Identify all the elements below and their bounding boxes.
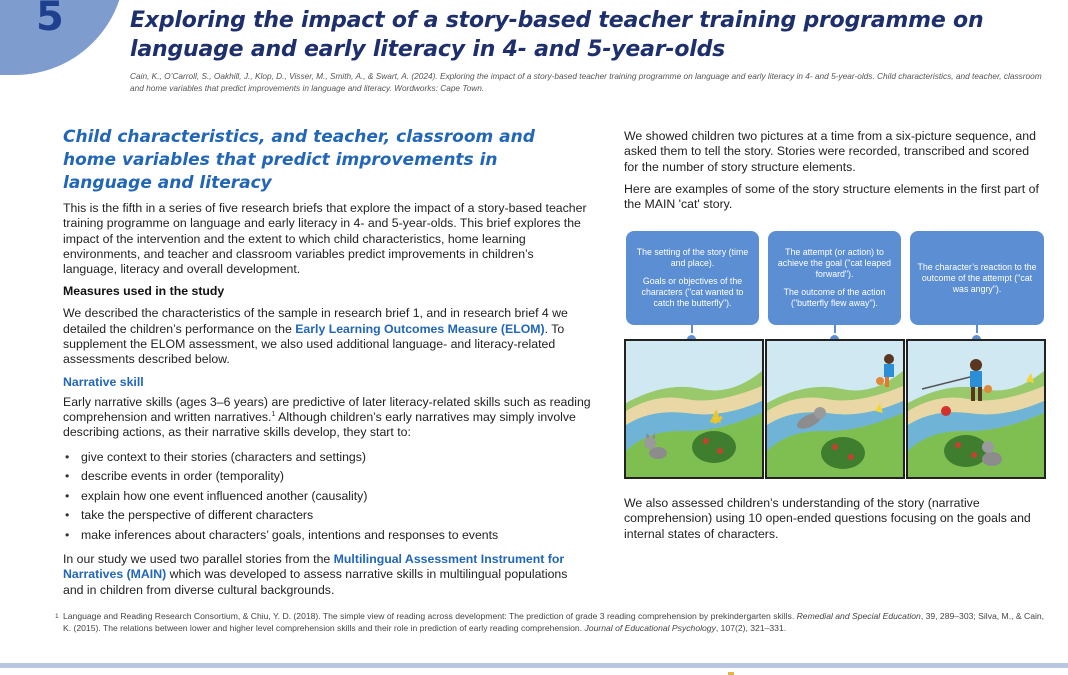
footnote-text-2: , 39, 289–303; Silva, M., & Cain, K. (2015). The relations between lower and higher level comprehension skills and their role in prediction of early reading comprehension. xyxy=(63,611,1045,633)
story-picture-1 xyxy=(624,339,764,479)
journal-title-2: Journal of Educational Psychology xyxy=(584,622,716,633)
main-text: In our study we used two parallel stories from the xyxy=(63,552,334,567)
intro-paragraph xyxy=(63,201,591,277)
measures-text: We described the characteristics of the sample in research brief 1, and in research brief 4 we detailed the children’s performance on the xyxy=(63,306,568,336)
callout-text: The attempt (or action) to achieve the goal ("cat leaped forward"). xyxy=(777,247,892,279)
footnote xyxy=(55,611,1048,634)
callout-text: The setting of the story (time and place). xyxy=(636,247,749,268)
right-column xyxy=(624,129,1044,219)
journal-title: Remedial and Special Education xyxy=(796,611,921,621)
callout-text: The character’s reaction to the outcome of the attempt ("cat was angry"). xyxy=(917,261,1037,294)
section-heading: Child characteristics, and teacher, classroom and home variables that predict improvements in language and literacy xyxy=(63,127,535,193)
footnote-ref[interactable]: 1 xyxy=(271,410,276,418)
page-number: 5 xyxy=(36,0,64,40)
narrative-text-2: Although children’s early narratives may simply involve describing actions, as their narrative skills develop, they start to: xyxy=(63,409,576,440)
list-item: • explain how one event influenced another (causality) xyxy=(63,487,591,507)
list-item: • take the perspective of different characters xyxy=(63,506,591,526)
narrative-skills-list xyxy=(63,448,591,546)
callout-attempt xyxy=(768,231,901,325)
footnote-mark: 1 xyxy=(55,613,59,620)
footnote-text-3: , 107(2), 321–331. xyxy=(715,622,787,633)
narrative-text: Early narrative skills (ages 3–6 years) are predictive of later literacy-related skills such as reading comprehension and written narratives. xyxy=(63,394,591,424)
measures-paragraph xyxy=(63,306,591,367)
comprehension-paragraph: We also assessed children’s understanding of the story (narrative comprehension) using 10 open-ended questions focusing on the goals and internal states of characters. xyxy=(624,496,1031,541)
measures-text-2: . To supplement the ELOM assessment, we also used additional language- and literacy-related assessments described below. xyxy=(63,321,565,367)
main-link[interactable]: Multilingual Assessment Instrument for Narratives (MAIN) xyxy=(63,552,565,582)
story-picture-2 xyxy=(765,339,905,479)
narrative-paragraph xyxy=(63,395,591,441)
narrative-heading: Narrative skill xyxy=(63,374,144,389)
list-item: • make inferences about characters’ goals, intentions and responses to events xyxy=(63,526,591,546)
callout-setting xyxy=(626,231,759,325)
story-panels-figure xyxy=(624,231,1046,479)
callout-text: The outcome of the action ("butterfly flew away"). xyxy=(783,287,886,308)
list-item: • give context to their stories (characters and settings) xyxy=(63,448,591,468)
citation: Cain, K., O’Carroll, S., Oakhill, J., Klop, D., Visser, M., Smith, A., & Swart, A. (2024). Exploring the impact of a story-based teacher training programme on language and early literacy in 4- and 5-year-olds. Child characteristics, and teacher, classroom and home variables that predict improvements in language and literacy. Wordworks: Cape Town. xyxy=(130,71,1042,93)
list-item: • describe events in order (temporality) xyxy=(63,467,591,487)
callout-text: Goals or objectives of the characters ("cat wanted to catch the butterfly"). xyxy=(641,276,744,308)
story-picture-3 xyxy=(906,339,1046,479)
callout-reaction xyxy=(910,231,1044,325)
procedure-paragraph: We showed children two pictures at a time from a six-picture sequence, and asked them to tell the story. Stories were recorded, transcribed and scored for the number of story structure elements. xyxy=(624,129,1036,174)
page-title: Exploring the impact of a story-based teacher training programme on language and early literacy in 4- and 5-year-olds xyxy=(130,8,984,62)
measures-heading: Measures used in the study xyxy=(63,284,225,299)
intro-text: This is the fifth in a series of five research briefs that explore the impact of a story-based teacher training programme on language and early literacy in 4- and 5-year-olds. This brief explores the impact of the intervention and the extent to which child characteristics, home learning environments, and teacher and classroom variables predict improvements in children’s language, literacy and overall development. xyxy=(63,201,587,277)
elom-link[interactable]: Early Learning Outcomes Measure (ELOM) xyxy=(295,321,545,336)
comprehension-paragraph-wrap xyxy=(624,496,1046,549)
footer-bar xyxy=(0,663,1068,668)
main-paragraph xyxy=(63,552,591,598)
left-column xyxy=(63,126,591,605)
footnote-text: Language and Reading Research Consortium, & Chiu, Y. D. (2018). The simple view of reading across development: The prediction of grade 3 reading comprehension by prekindergarten skills. xyxy=(63,611,797,621)
examples-paragraph: Here are examples of some of the story structure elements in the first part of the MAIN 'cat' story. xyxy=(624,181,1039,212)
main-text-2: which was developed to assess narrative skills in multilingual populations and in children from diverse cultural backgrounds. xyxy=(63,567,568,597)
